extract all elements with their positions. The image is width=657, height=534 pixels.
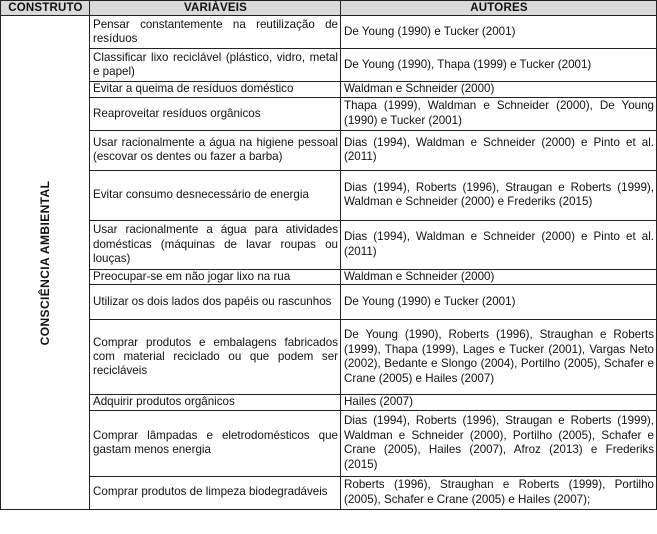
construct-cell <box>1 16 90 509</box>
variable-cell: Evitar a queima de resíduos doméstico <box>90 82 341 97</box>
variable-cell: Usar racionalmente a água para atividades domésticas (máquinas de lavar roupas ou louças) <box>90 220 341 269</box>
authors-cell: De Young (1990), Thapa (1999) e Tucker (2001) <box>341 49 657 82</box>
table-row <box>1 395 657 410</box>
table-row <box>1 170 657 220</box>
authors-cell: De Young (1990) e Tucker (2001) <box>341 285 657 320</box>
table-row <box>1 410 657 476</box>
variable-cell: Preocupar-se em não jogar lixo na rua <box>90 269 341 284</box>
authors-cell: Roberts (1996), Straughan e Roberts (1999), Portilho (2005), Schafer e Crane (2005) e Hailes (2007); <box>341 476 657 509</box>
variable-cell: Usar racionalmente a água na higiene pessoal (escovar os dentes ou fazer a barba) <box>90 130 341 170</box>
header-construct: CONSTRUTO <box>1 1 90 16</box>
variable-cell: Reaproveitar resíduos orgânicos <box>90 97 341 130</box>
construct-label: CONSCIÊNCIA AMBIENTAL <box>37 180 52 345</box>
header-authors: AUTORES <box>341 1 657 16</box>
table-row <box>1 16 657 49</box>
variable-cell: Utilizar os dois lados dos papéis ou rascunhos <box>90 285 341 320</box>
authors-cell: Waldman e Schneider (2000) <box>341 82 657 97</box>
variable-cell: Comprar lâmpadas e eletrodomésticos que gastam menos energia <box>90 410 341 476</box>
table-row <box>1 49 657 82</box>
table-row <box>1 220 657 269</box>
table-row <box>1 82 657 97</box>
authors-cell: Dias (1994), Waldman e Schneider (2000) e Pinto et al. (2011) <box>341 130 657 170</box>
authors-cell: De Young (1990), Roberts (1996), Straughan e Roberts (1999), Thapa (1999), Lages e Tucker (2001), Vargas Neto (2002), Bedante e Slongo (2004), Portilho (2005), Schafer e Crane (2005) e Hailes (2007) <box>341 320 657 395</box>
authors-cell: De Young (1990) e Tucker (2001) <box>341 16 657 49</box>
authors-cell: Dias (1994), Roberts (1996), Straugan e Roberts (1999), Waldman e Schneider (2000), Portilho (2005), Schafer e Crane (2005), Hailes (2007), Afroz (2013) e Frederiks (2015) <box>341 410 657 476</box>
variable-cell: Comprar produtos de limpeza biodegradáveis <box>90 476 341 509</box>
table-row <box>1 269 657 284</box>
variable-cell: Classificar lixo reciclável (plástico, vidro, metal e papel) <box>90 49 341 82</box>
table-row <box>1 130 657 170</box>
authors-cell: Thapa (1999), Waldman e Schneider (2000), De Young (1990) e Tucker (2001) <box>341 97 657 130</box>
authors-cell: Dias (1994), Roberts (1996), Straugan e Roberts (1999), Waldman e Schneider (2000) e Frederiks (2015) <box>341 170 657 220</box>
variable-cell: Evitar consumo desnecessário de energia <box>90 170 341 220</box>
table-row <box>1 320 657 395</box>
header-variables: VARIÁVEIS <box>90 1 341 16</box>
table-row <box>1 285 657 320</box>
authors-cell: Hailes (2007) <box>341 395 657 410</box>
authors-cell: Waldman e Schneider (2000) <box>341 269 657 284</box>
table-row <box>1 476 657 509</box>
variable-cell: Comprar produtos e embalagens fabricados com material reciclado ou que podem ser recicláveis <box>90 320 341 395</box>
variable-cell: Pensar constantemente na reutilização de resíduos <box>90 16 341 49</box>
authors-cell: Dias (1994), Waldman e Schneider (2000) e Pinto et al. (2011) <box>341 220 657 269</box>
table-row <box>1 97 657 130</box>
variable-cell: Adquirir produtos orgânicos <box>90 395 341 410</box>
header-row <box>1 1 657 16</box>
